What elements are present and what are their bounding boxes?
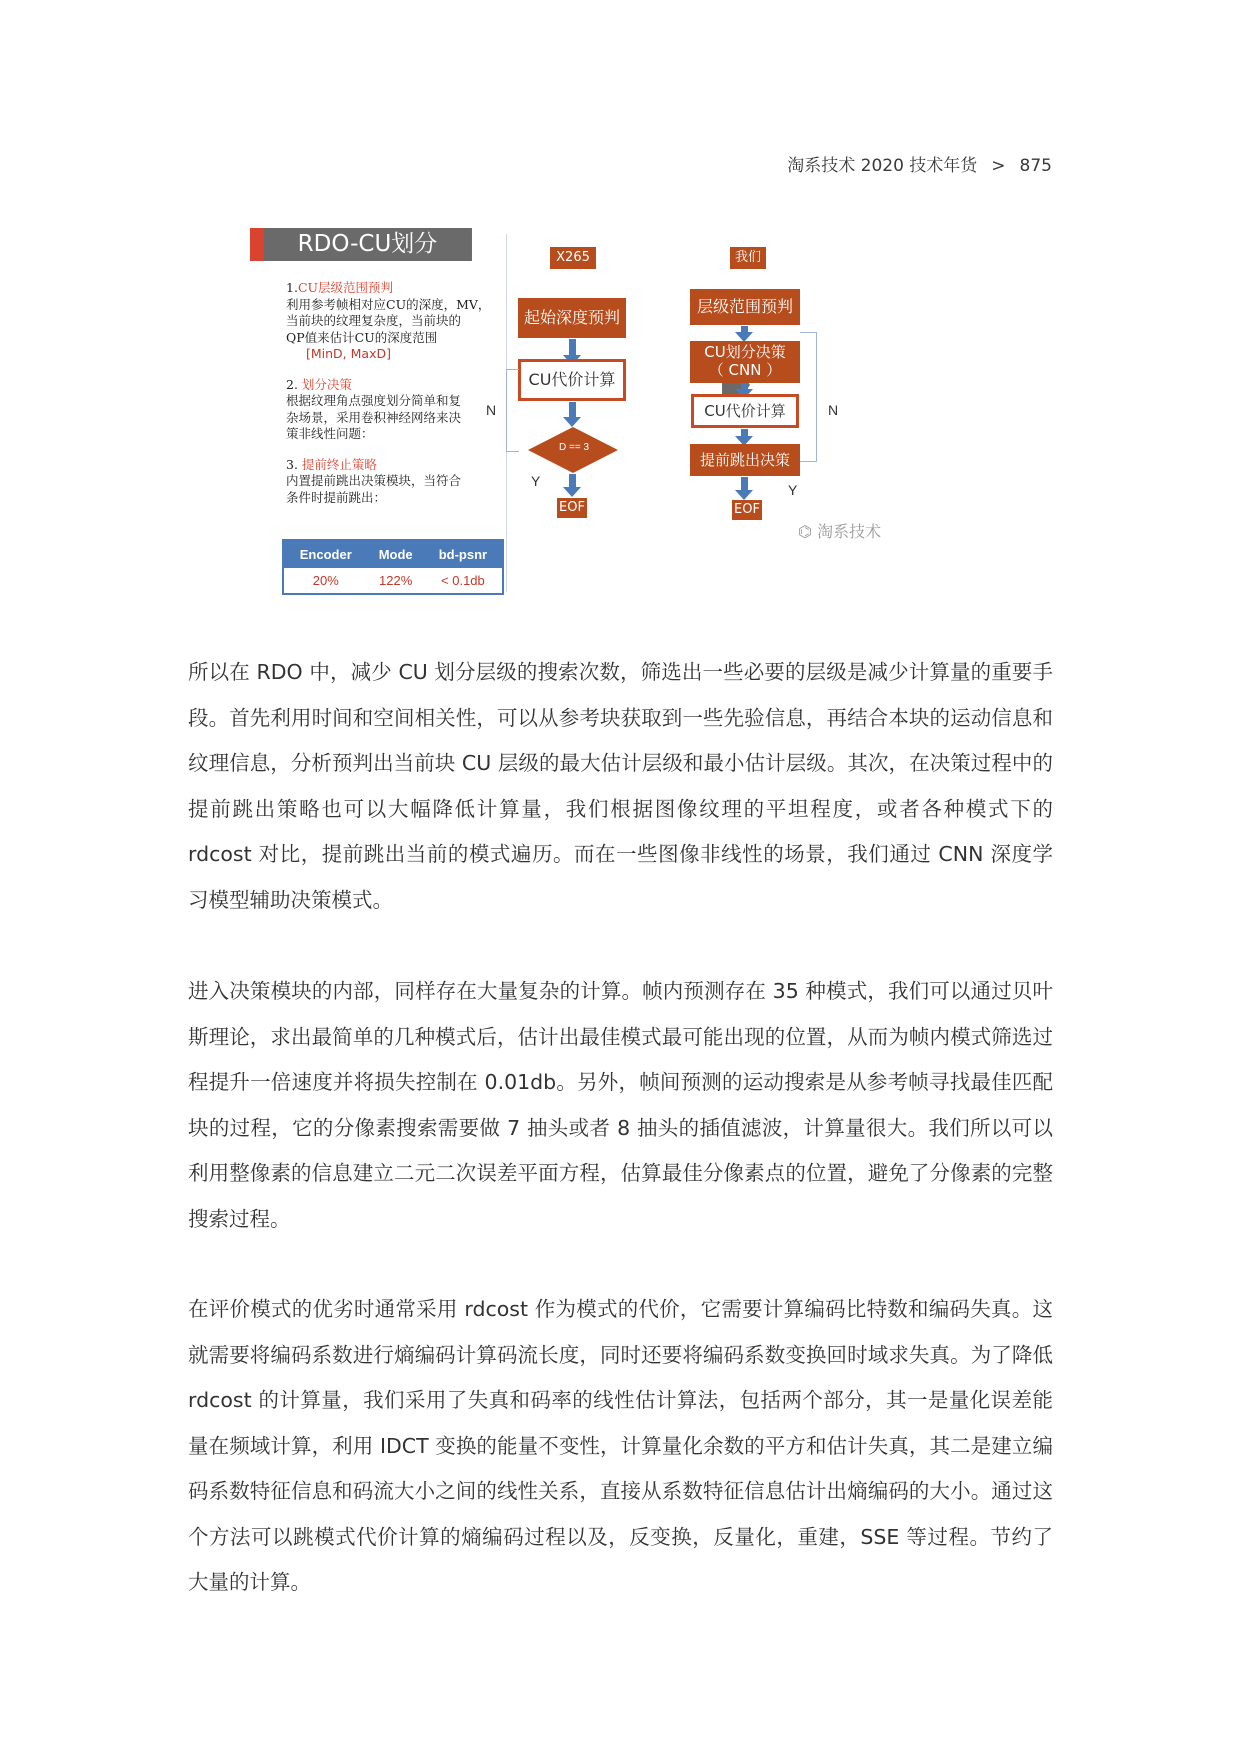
flow-step-calc: CU代价计算 <box>691 394 799 428</box>
strategy-line: 条件时提前跳出： <box>286 489 387 505</box>
strategy-item-3 <box>286 457 506 507</box>
flow-step-cnn-line1: CU划分决策 <box>704 343 786 361</box>
flow-eof-left: EOF <box>557 498 587 518</box>
flow-yes-label: Y <box>531 473 541 489</box>
paragraph-1: 所以在 RDO 中，减少 CU 划分层级的搜索次数，筛选出一些必要的层级是减少计算量的重要手段。首先利用时间和空间相关性，可以从参考块获取到一些先验信息，再结合本块的运动信息和纹理信息，分析预判出当前块 CU 层级的最大估计层级和最小估计层级。其次，在决策过程中的提前跳出策略也可以大幅降低计算量，我们根据图像纹理的平坦程度，或者各种模式下的 rdcost 对比，提前跳出当前的模式遍历。而在一些图像非线性的场景，我们通过 CNN 深度学习模型辅助决策模式。 <box>188 660 1053 912</box>
strategy-line: 内置提前跳出决策模块，当符合 <box>286 473 462 488</box>
flow-step-cnn <box>690 341 800 383</box>
strategy-heading: 提前终止策略 <box>301 456 377 472</box>
table-header-row <box>283 540 503 568</box>
arrow-down-icon <box>569 339 576 356</box>
table-header: Encoder <box>283 540 368 568</box>
ours-badge: 我们 <box>730 247 766 269</box>
table-cell: 122% <box>368 568 424 594</box>
flow-no-label-right: N <box>828 402 839 418</box>
table-cell: 20% <box>283 568 368 594</box>
strategy-item-2 <box>286 377 506 443</box>
header-separator: > <box>991 156 1006 176</box>
arrow-down-icon <box>741 383 748 390</box>
arrow-down-icon <box>741 429 748 437</box>
wechat-icon: ⌬ <box>798 522 812 541</box>
header-title: 淘系技术 2020 技术年货 <box>787 156 978 176</box>
strategy-line: QP值来估计CU的深度范围 <box>286 329 438 345</box>
figure-strategy-list <box>286 280 506 520</box>
arrow-down-icon <box>569 402 576 418</box>
decision-label: D == 3 <box>558 442 590 453</box>
running-header <box>787 151 1052 176</box>
flow-step-range: 层级范围预判 <box>690 289 800 325</box>
rdo-cu-figure <box>250 222 975 607</box>
flow-step-cnn-line2: （ CNN ） <box>708 361 782 379</box>
arrow-down-icon <box>569 474 576 488</box>
arrow-down-icon <box>741 477 748 491</box>
loop-line-left <box>506 369 519 452</box>
figure-title-bar <box>250 228 472 261</box>
performance-table <box>282 539 504 595</box>
strategy-heading: 划分决策 <box>301 376 352 392</box>
strategy-number: 2. <box>286 376 298 392</box>
strategy-line: 杂场景，采用卷积神经网络来决 <box>286 409 462 425</box>
loop-line-right <box>800 332 817 462</box>
strategy-line: 利用参考帧相对应CU的深度，MV， <box>286 296 491 312</box>
watermark-text: 淘系技术 <box>817 522 882 541</box>
strategy-number: 3. <box>286 456 298 472</box>
strategy-number: 1. <box>286 280 298 295</box>
strategy-line: 当前块的纹理复杂度，当前块的 <box>286 313 462 328</box>
strategy-line: 策非线性问题： <box>286 426 374 441</box>
figure-title: RDO-CU划分 <box>264 228 471 261</box>
table-row <box>283 568 503 594</box>
strategy-range: [MinD, MaxD] <box>306 346 391 361</box>
arrow-down-icon <box>741 326 748 333</box>
strategy-item-1 <box>286 280 506 363</box>
page-number: 875 <box>1019 156 1052 176</box>
flow-eof-right: EOF <box>732 500 762 520</box>
watermark <box>798 519 881 542</box>
flow-no-label: N <box>486 402 497 418</box>
table-header: bd-psnr <box>424 540 503 568</box>
paragraph-3: 在评价模式的优劣时通常采用 rdcost 作为模式的代价，它需要计算编码比特数和编码失真。这就需要将编码系数进行熵编码计算码流长度，同时还要将编码系数变换回时域求失真。为了降低 rdcost 的计算量，我们采用了失真和码率的线性估计算法，包括两个部分，其一是量化误差能量在频域计算，利用 IDCT 变换的能量不变性，计算量化余数的平方和估计失真，其二是建立编码系数特征信息和码流大小之间的线性关系，直接从系数特征信息估计出熵编码的大小。通过这个方法可以跳模式代价计算的熵编码过程以及，反变换，反量化，重建，SSE 等过程。节约了大量的计算。 <box>188 1297 1053 1594</box>
table-cell: < 0.1db <box>424 568 503 594</box>
paragraph-2: 进入决策模块的内部，同样存在大量复杂的计算。帧内预测存在 35 种模式，我们可以通过贝叶斯理论，求出最简单的几种模式后，估计出最佳模式最可能出现的位置，从而为帧内模式筛选过程提升一倍速度并将损失控制在 0.01db。另外，帧间预测的运动搜索是从参考帧寻找最佳匹配块的过程，它的分像素搜索需要做 7 抽头或者 8 抽头的插值滤波，计算量很大。我们所以可以利用整像素的信息建立二元二次误差平面方程，估算最佳分像素点的位置，避免了分像素的完整搜索过程。 <box>188 979 1053 1231</box>
flow-step-exit: 提前跳出决策 <box>690 444 800 476</box>
flow-start-box: 起始深度预判 <box>518 298 626 338</box>
flow-calc-box: CU代价计算 <box>518 359 626 401</box>
x265-badge: X265 <box>550 247 596 269</box>
table-header: Mode <box>368 540 424 568</box>
strategy-line: 根据纹理角点强度划分简单和复 <box>286 393 462 408</box>
strategy-heading: CU层级范围预判 <box>297 280 394 295</box>
flow-yes-label-right: Y <box>788 482 798 498</box>
